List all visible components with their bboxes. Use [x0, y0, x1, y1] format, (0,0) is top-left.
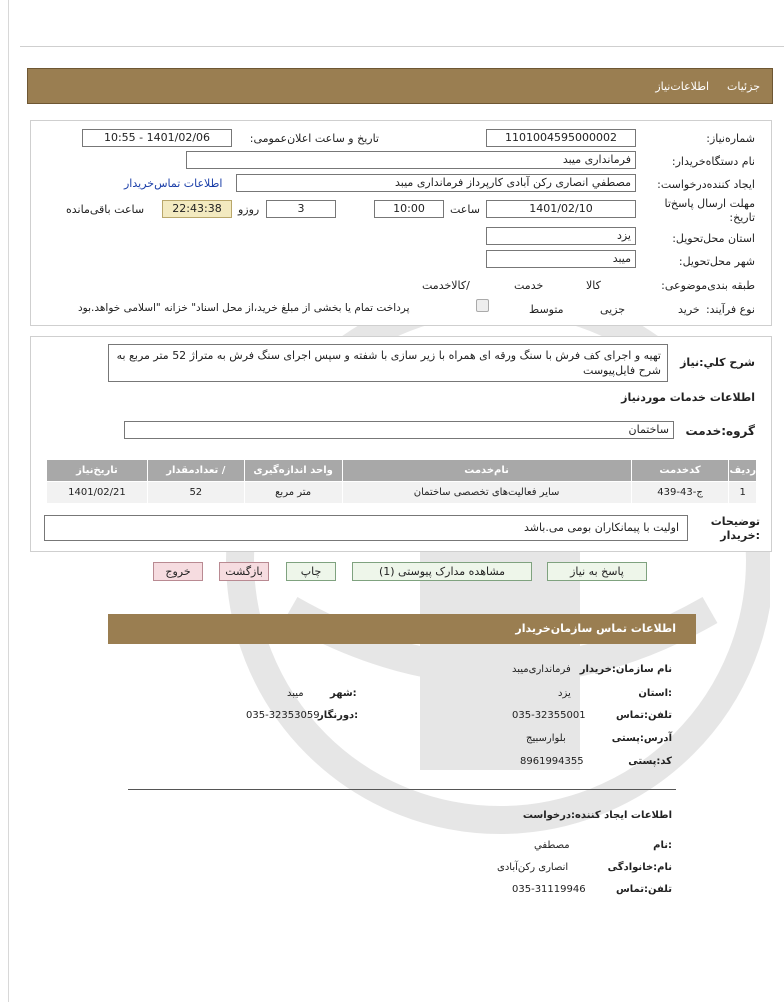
deadline-time-label: ساعت	[450, 203, 480, 216]
col-row: ردیف	[729, 460, 757, 482]
category-label: طبقه بندی‌موضوعی:	[661, 279, 755, 292]
creator-phone-label: تلفن:تماس	[615, 884, 672, 895]
table-row	[47, 482, 757, 504]
top-divider	[20, 46, 784, 47]
deadline-date-field: 1401/02/10	[486, 200, 636, 218]
creator-phone-value: 035-31119946	[512, 884, 586, 895]
general-description-box: تهیه و اجرای کف فرش با سنگ ورقه ای همراه با زیر سازی با شفته و سپس اجرای سنگ فرش به متراژ 52 متر مربع به شرح فایل‌پیوست	[108, 344, 668, 382]
category-goods-service-label: /کالاخدمت	[422, 279, 470, 292]
contact-phone-value: 035-32355001	[512, 710, 586, 721]
process-type-label: نوع فرآیند:	[705, 303, 755, 316]
province-label: استان محل‌تحویل:	[672, 232, 755, 245]
buyer-contact-section-header	[108, 614, 696, 644]
cell-name: سایر فعالیت‌های تخصصی ساختمان	[342, 482, 631, 504]
contact-fax-label: :دورنگار	[318, 710, 359, 721]
service-group-field: ساختمان	[124, 421, 674, 439]
buyer-notes-box: اولیت با پیمانکاران بومی می.باشد	[44, 515, 688, 541]
city-label: شهر محل‌تحویل:	[678, 255, 755, 268]
contact-divider	[128, 789, 676, 790]
buyer-contact-section-title: اطلاعات تماس سازمان‌خریدار	[515, 622, 676, 635]
contact-org-label: نام سازمان:خریدار	[579, 664, 672, 675]
cell-qty: 52	[147, 482, 244, 504]
col-unit: واحد اندازه‌گیری	[244, 460, 342, 482]
header-bar	[27, 68, 773, 104]
creator-name-value: مصطفي	[534, 840, 570, 851]
exit-button[interactable]: خروج	[153, 562, 203, 581]
days-field: 3	[266, 200, 336, 218]
cell-date: 1401/02/21	[47, 482, 148, 504]
process-small-label: جزیی	[600, 303, 626, 316]
need-number-field: 1101004595000002	[486, 129, 636, 147]
cell-unit: متر مربع	[244, 482, 342, 504]
service-group-label: گروه:خدمت	[685, 424, 755, 438]
view-attachments-button[interactable]: مشاهده مدارک پیوستی (1)	[352, 562, 532, 581]
contact-province-value: یزد	[558, 688, 571, 699]
contact-fax-value: 035-32353059	[246, 710, 320, 721]
creator-label: ایجاد کننده‌درخواست:	[657, 178, 755, 191]
general-description-label: شرح کلي:نیاز	[680, 356, 755, 369]
remaining-label: ساعت باقی‌مانده	[66, 203, 145, 216]
treasury-payment-note: پرداخت تمام یا بخشی از مبلغ خرید،از محل اسناد" خزانه "اسلامی خواهد.بود	[78, 302, 410, 314]
process-buy-label: خرید	[678, 303, 700, 316]
buyer-notes-label: توضیحات :خریدار	[710, 515, 760, 542]
announce-datetime-field: 1401/02/06 - 10:55	[82, 129, 232, 147]
contact-province-label: :استان	[638, 688, 672, 699]
contact-city-label: :شهر	[330, 688, 357, 699]
cell-code: ج-43-439	[631, 482, 729, 504]
col-name: نام‌خدمت	[342, 460, 631, 482]
category-service-label: خدمت	[514, 279, 544, 292]
treasury-payment-checkbox[interactable]	[476, 299, 489, 312]
print-button[interactable]: چاپ	[286, 562, 336, 581]
back-button[interactable]: بازگشت	[219, 562, 269, 581]
buyer-contact-link[interactable]: اطلاعات تماس‌خریدار	[124, 177, 223, 190]
services-info-title: اطلاعات خدمات موردنیاز	[621, 391, 755, 404]
deadline-label: مهلت ارسال پاسخ‌تا تاریخ:	[664, 197, 755, 224]
buyer-org-field: فرمانداری میبد	[186, 151, 636, 169]
buyer-org-label: نام دستگاه‌خریدار:	[671, 155, 755, 168]
tab-details[interactable]: جزئیات	[727, 80, 760, 93]
contact-address-label: آدرس:پستی	[611, 733, 672, 744]
contact-city-value: میبد	[287, 688, 304, 699]
creator-family-label: نام:خانوادگی	[607, 862, 672, 873]
contact-phone-label: تلفن:تماس	[615, 710, 672, 721]
left-border	[8, 0, 9, 1002]
col-code: کدخدمت	[631, 460, 729, 482]
province-field: یزد	[486, 227, 636, 245]
tab-need-info[interactable]: اطلاعات‌نیاز	[655, 80, 710, 93]
deadline-time-field: 10:00	[374, 200, 444, 218]
days-label: روزو	[238, 203, 260, 216]
creator-family-value: انصاری رکن‌آبادی	[497, 862, 569, 873]
remaining-time-field: 22:43:38	[162, 200, 232, 218]
col-qty: / تعدادمقدار	[147, 460, 244, 482]
contact-postal-label: کد:پستی	[628, 756, 672, 767]
creator-info-title: اطلاعات ایجاد کننده:درخواست	[522, 810, 672, 821]
need-number-label: شماره‌نیاز:	[706, 132, 755, 145]
contact-postal-value: 8961994355	[520, 756, 584, 767]
city-field: میبد	[486, 250, 636, 268]
cell-row: 1	[729, 482, 757, 504]
category-goods-label: کالا	[586, 279, 601, 292]
reply-button[interactable]: پاسخ به نیاز	[547, 562, 647, 581]
contact-address-value: بلوارسبیج	[526, 733, 566, 744]
col-date: تاریخ‌نیاز	[47, 460, 148, 482]
services-table-wrapper	[46, 459, 757, 504]
creator-name-label: :نام	[653, 840, 672, 851]
creator-field: مصطفي انصاری رکن آبادی کارپرداز فرمانداری میبد	[236, 174, 636, 192]
contact-org-value: فرمانداری‌میبد	[512, 664, 571, 675]
services-table	[46, 459, 757, 504]
announce-datetime-label: تاریخ و ساعت اعلان‌عمومی:	[249, 132, 379, 145]
process-medium-label: متوسط	[529, 303, 564, 316]
